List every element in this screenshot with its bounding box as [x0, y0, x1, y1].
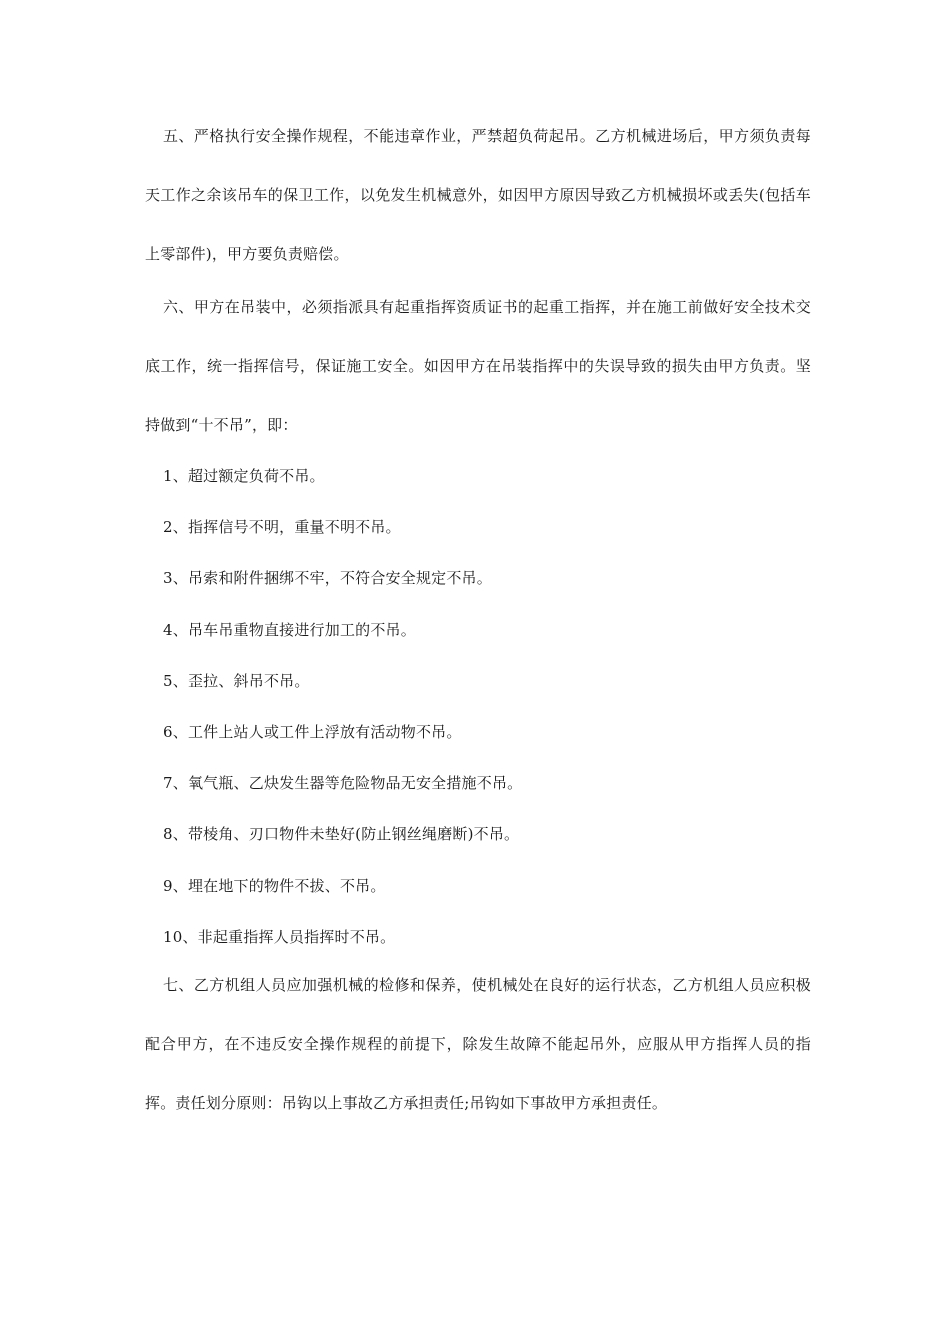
list-item: 2、指挥信号不明，重量不明不吊。 — [163, 518, 401, 536]
list-item: 8、带棱角、刃口物件未垫好(防止钢丝绳磨断)不吊。 — [163, 825, 520, 843]
list-item: 3、吊索和附件捆绑不牢，不符合安全规定不吊。 — [163, 569, 492, 587]
list-item: 1、超过额定负荷不吊。 — [163, 467, 325, 485]
list-item: 6、工件上站人或工件上浮放有活动物不吊。 — [163, 723, 462, 741]
list-item: 10、非起重指挥人员指挥时不吊。 — [163, 928, 396, 946]
list-item: 7、氧气瓶、乙炔发生器等危险物品无安全措施不吊。 — [163, 774, 523, 792]
list-item: 9、埋在地下的物件不拔、不吊。 — [163, 877, 386, 895]
section-7-paragraph: 七、乙方机组人员应加强机械的检修和保养，使机械处在良好的运行状态，乙方机组人员应积极配合甲方，在不违反安全操作规程的前提下，除发生故障不能起吊外，应服从甲方指挥人员的指挥。责任划分原则：吊钩以上事故乙方承担责任;吊钩如下事故甲方承担责任。 — [145, 976, 811, 1112]
list-item: 5、歪拉、斜吊不吊。 — [163, 672, 310, 690]
list-item: 4、吊车吊重物直接进行加工的不吊。 — [163, 621, 416, 639]
section-6-paragraph: 六、甲方在吊装中，必须指派具有起重指挥资质证书的起重工指挥，并在施工前做好安全技术交底工作，统一指挥信号，保证施工安全。如因甲方在吊装指挥中的失误导致的损失由甲方负责。坚持做到“十不吊”，即： — [145, 298, 811, 434]
section-5-paragraph: 五、严格执行安全操作规程，不能违章作业，严禁超负荷起吊。乙方机械进场后，甲方须负责每天工作之余该吊车的保卫工作，以免发生机械意外，如因甲方原因导致乙方机械损坏或丢失(包括车上零部件)，甲方要负责赔偿。 — [145, 127, 811, 263]
